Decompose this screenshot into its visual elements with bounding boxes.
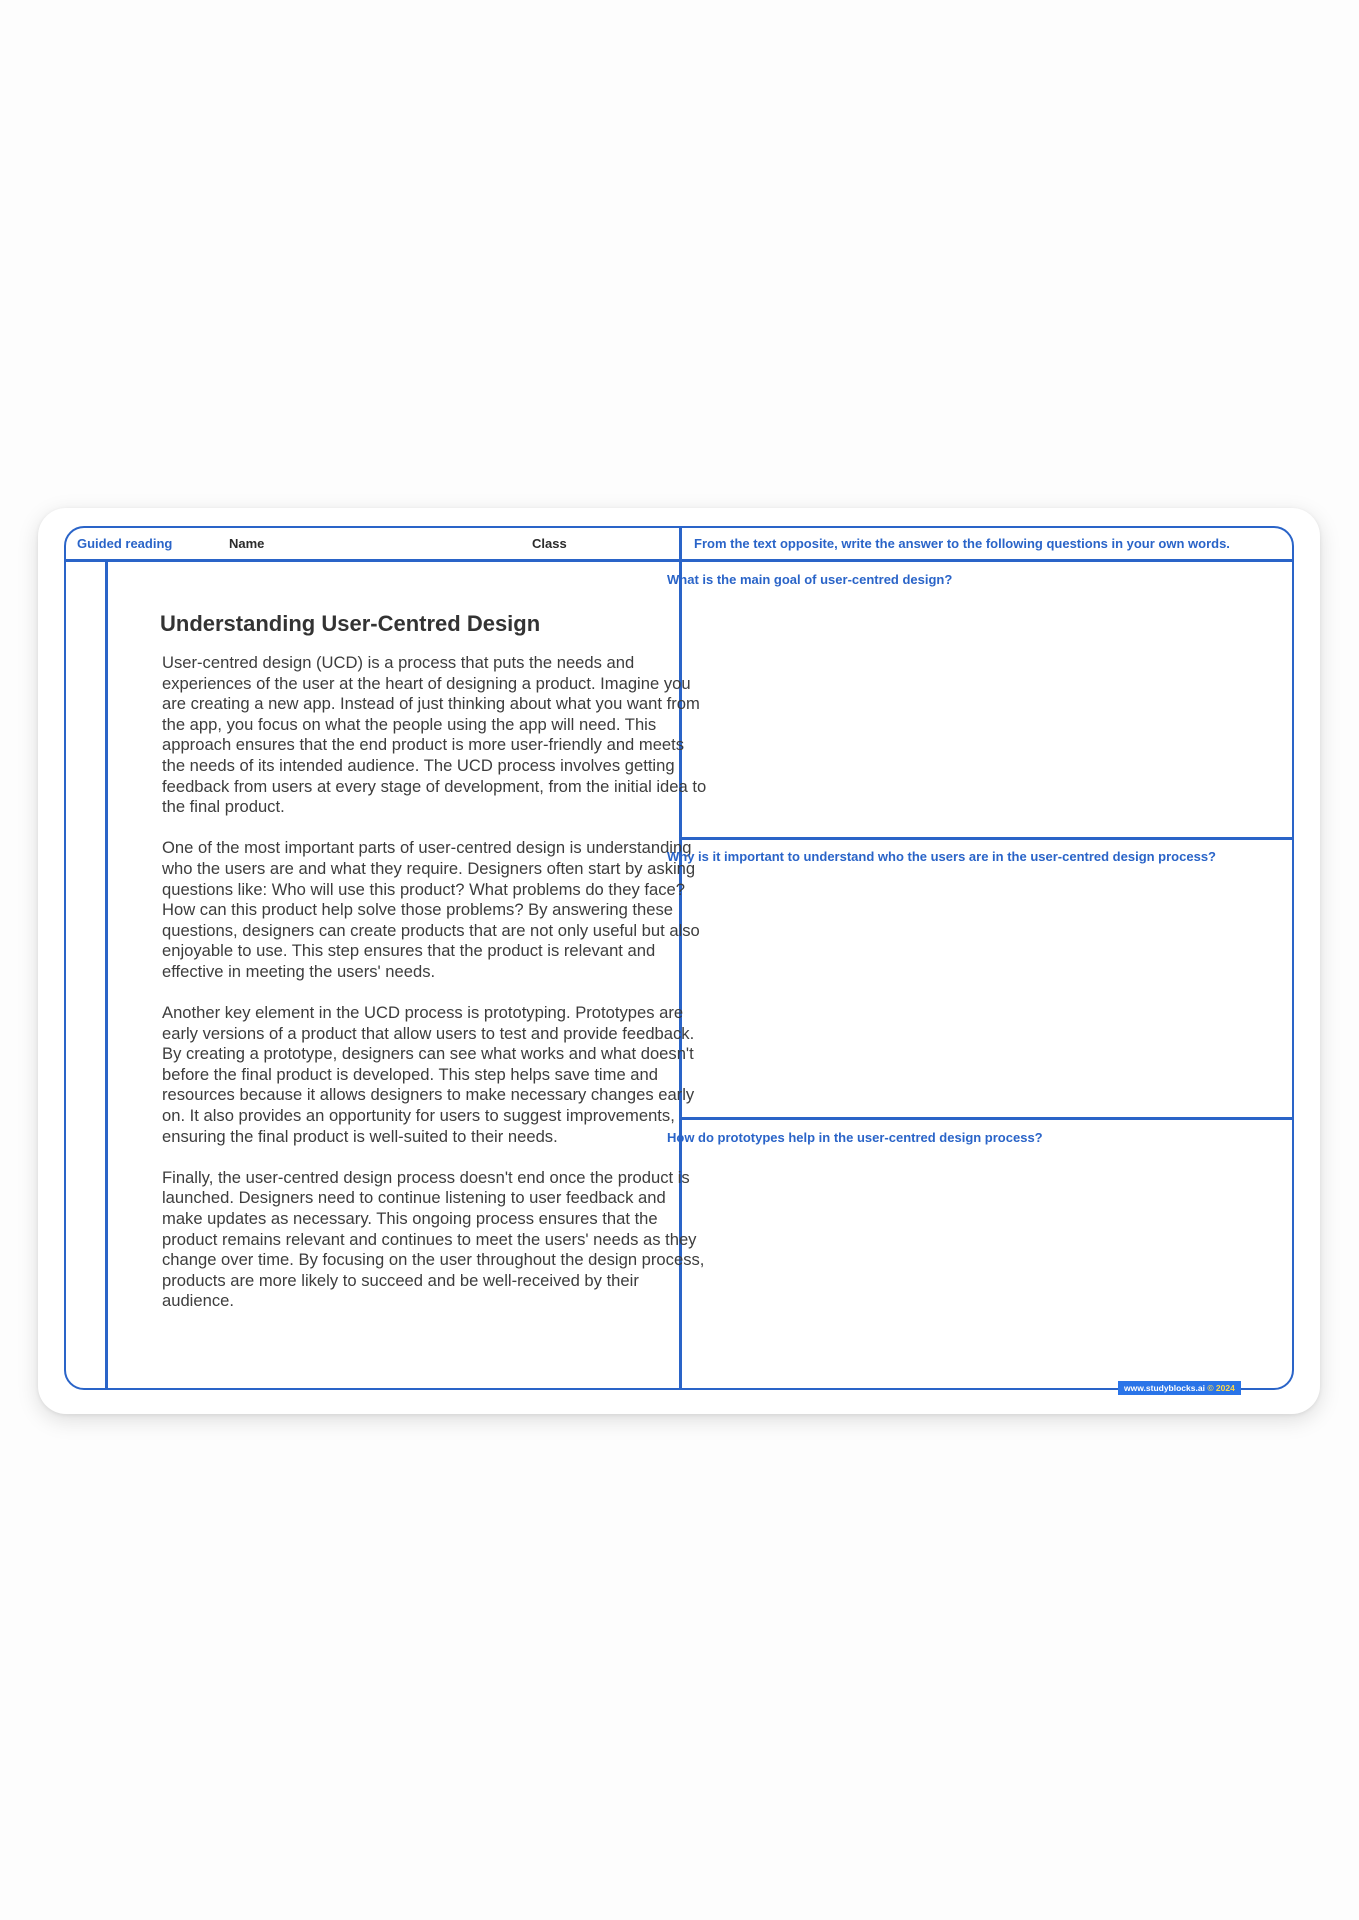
- question-2: Why is it important to understand who the users are in the user-centred design process?: [667, 849, 1216, 864]
- answer-area-3[interactable]: [682, 1150, 1292, 1388]
- article-body: [162, 653, 707, 1333]
- question-1: What is the main goal of user-centred design?: [667, 572, 953, 587]
- article-title: Understanding User-Centred Design: [160, 611, 541, 636]
- worksheet-card: [38, 508, 1320, 1414]
- answer-box-divider-1: [680, 837, 1293, 840]
- article-paragraph: One of the most important parts of user-centred design is understanding who the users are and what they require. Designers often start by asking questions like: Who will use this product? What problems do they face? How can this product help solve those problems? By answering these questions, designers can create products that are not only useful but also enjoyable to use. This step ensures that the product is relevant and effective in meeting the users' needs.: [162, 838, 700, 981]
- margin-line: [105, 560, 108, 1389]
- answer-area-1[interactable]: [682, 592, 1292, 836]
- article-paragraph: Another key element in the UCD process is prototyping. Prototypes are early versions of a product that allow users to test and provide feedback. By creating a prototype, designers can see what works and what doesn't before the final product is developed. This step helps save time and resources because it allows designers to make necessary changes early on. It also provides an opportunity for users to suggest improvements, ensuring the final product is well-suited to their needs.: [162, 1003, 695, 1146]
- article-paragraph: Finally, the user-centred design process doesn't end once the product is launched. Designers need to continue listening to user feedback and make updates as necessary. This ongoing process ensures that the product remains relevant and continues to meet the users' needs as they change over time. By focusing on the user throughout the design process, products are more likely to succeed and be well-received by their audience.: [162, 1167, 705, 1311]
- answer-area-2[interactable]: [682, 870, 1292, 1116]
- instructions-label: From the text opposite, write the answer to the following questions in your own words.: [694, 536, 1230, 551]
- answer-box-divider-2: [680, 1117, 1293, 1120]
- article-paragraph: User-centred design (UCD) is a process that puts the needs and experiences of the user at the heart of designing a product. Imagine you are creating a new app. Instead of just thinking about what you want from the app, you focus on what the people using the app will need. This approach ensures that the end product is more user-friendly and meets the needs of its intended audience. The UCD process involves getting feedback from users at every stage of development, from the initial idea to the final product.: [162, 653, 707, 817]
- footer-year: © 2024: [1207, 1383, 1235, 1393]
- name-label: Name: [229, 536, 265, 551]
- footer-badge: [1118, 1381, 1241, 1395]
- question-3: How do prototypes help in the user-centred design process?: [667, 1130, 1043, 1145]
- footer-site: www.studyblocks.ai: [1124, 1383, 1205, 1393]
- class-label: Class: [532, 536, 567, 551]
- section-label: Guided reading: [77, 536, 173, 551]
